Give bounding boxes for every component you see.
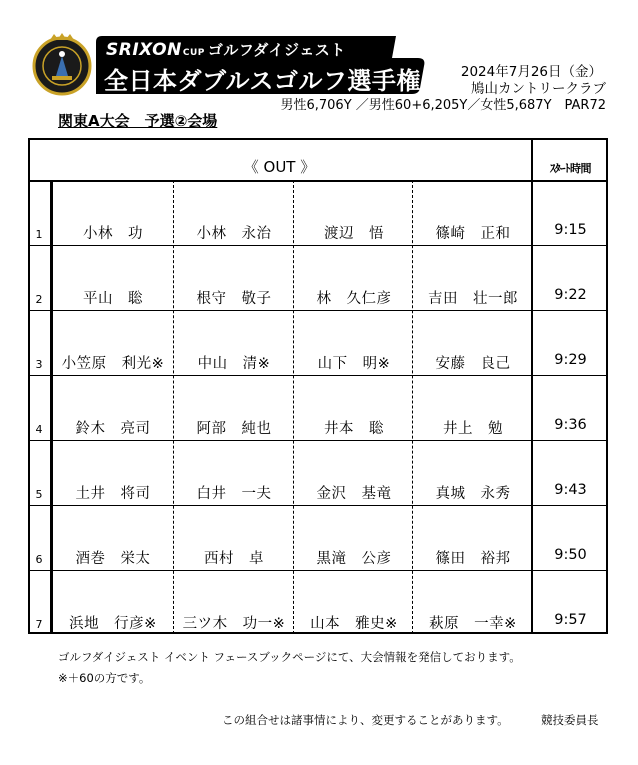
start-time: 9:50 <box>554 547 587 563</box>
player-name: 三ツ木 功一※ <box>182 616 286 632</box>
player-name: 萩原 一幸※ <box>429 616 517 632</box>
player-name: 井上 勉 <box>443 421 503 437</box>
page-subtitle: 関東A大会 予選②会場 <box>58 112 218 130</box>
start-time-header: ｽﾀｰﾄ時間 <box>550 162 591 175</box>
tournament-emblem-icon <box>30 32 94 96</box>
player-name: 篠崎 正和 <box>435 226 511 242</box>
brand-name: SRIXON <box>106 40 182 60</box>
section-label-out: 《 OUT 》 <box>243 158 316 176</box>
player-name: 篠田 裕邦 <box>435 551 511 567</box>
row-divider <box>28 505 608 506</box>
committee-signature: 競技委員長 <box>541 713 599 727</box>
player-name: 井本 聡 <box>324 421 384 437</box>
start-time: 9:43 <box>554 482 587 498</box>
player-name: 小林 功 <box>83 226 143 242</box>
change-disclaimer: この組合せは諸事情により、変更することがあります。 <box>222 713 509 727</box>
player-name: 金沢 基竜 <box>316 486 392 502</box>
player-name: 小林 永治 <box>196 226 272 242</box>
player-name: 阿部 純也 <box>196 421 272 437</box>
event-venue: 鳩山カントリークラブ <box>471 81 606 97</box>
player-name: 酒巻 栄太 <box>75 551 151 567</box>
start-time: 9:22 <box>554 287 587 303</box>
row-divider <box>28 570 608 571</box>
player-name: 山下 明※ <box>317 356 391 372</box>
player-name: 林 久仁彦 <box>316 291 392 307</box>
senior-mark-note: ※＋60の方です。 <box>58 671 151 685</box>
group-number: 7 <box>35 618 43 631</box>
player-name: 安藤 良己 <box>435 356 511 372</box>
player-name: 根守 敬子 <box>196 291 272 307</box>
row-divider <box>28 375 608 376</box>
start-time: 9:57 <box>554 612 587 628</box>
brand-cup: CUP <box>182 48 205 58</box>
group-number: 2 <box>35 293 43 306</box>
player-name: 中山 清※ <box>197 356 271 372</box>
player-name: 黒滝 公彦 <box>316 551 392 567</box>
row-divider <box>28 440 608 441</box>
table-header-divider <box>28 180 608 182</box>
player-name: 西村 卓 <box>204 551 264 567</box>
row-divider <box>28 310 608 311</box>
player-name: 渡辺 悟 <box>324 226 384 242</box>
event-date: 2024年7月26日（金） <box>460 64 602 80</box>
page-title: 全日本ダブルスゴルフ選手権 <box>104 67 421 95</box>
facebook-notice: ゴルフダイジェスト イベント フェースブックページにて、大会情報を発信しております。 <box>58 650 521 664</box>
brand-magazine: ゴルフダイジェスト <box>207 41 346 59</box>
player-name: 小笠原 利光※ <box>61 356 165 372</box>
brand-logo <box>106 39 346 60</box>
start-time: 9:36 <box>554 417 587 433</box>
group-number: 3 <box>35 358 43 371</box>
start-time: 9:29 <box>554 352 587 368</box>
player-name: 真城 永秀 <box>435 486 511 502</box>
group-number: 4 <box>35 423 43 436</box>
player-name: 浜地 行彦※ <box>69 616 157 632</box>
player-name: 土井 将司 <box>75 486 151 502</box>
group-number: 1 <box>35 228 43 241</box>
player-name: 山本 雅史※ <box>310 616 398 632</box>
player-name: 平山 聡 <box>83 291 143 307</box>
pairings-table <box>28 138 608 634</box>
group-number: 6 <box>35 553 43 566</box>
row-divider <box>28 245 608 246</box>
start-time: 9:15 <box>554 222 587 238</box>
player-name: 鈴木 亮司 <box>75 421 151 437</box>
player-name: 吉田 壮一郎 <box>428 291 518 307</box>
group-number: 5 <box>35 488 43 501</box>
course-yardage: 男性6,706Y ／男性60+6,205Y／女性5,687Y PAR72 <box>280 98 606 113</box>
player-name: 白井 一夫 <box>196 486 272 502</box>
